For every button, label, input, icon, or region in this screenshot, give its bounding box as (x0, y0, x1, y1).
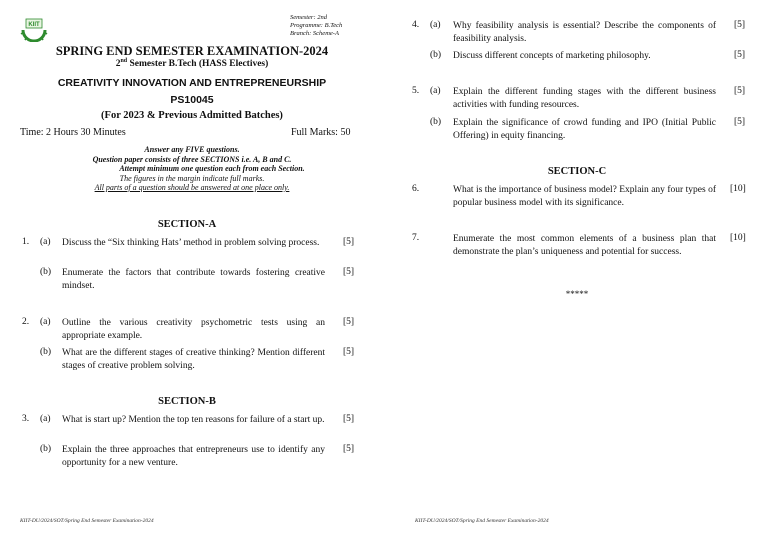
question-number: 4. (412, 20, 420, 30)
question-part-label: (b) (430, 117, 442, 127)
question-number: 7. (412, 233, 420, 243)
semester-meta: Semester: 2nd (290, 14, 328, 21)
instruction-line: The figures in the margin indicate full marks. (119, 173, 265, 183)
page-footer: KIIT-DU/2024/SOT/Spring End Semester Examination-2024 (415, 518, 549, 524)
question-text: Discuss different concepts of marketing philosophy. (453, 51, 651, 61)
question-text: Enumerate the most common elements of a business plan that demonstrate the plan’s uniqueness and potential for success. (453, 234, 716, 257)
question-text: What are the different stages of creative thinking? Mention different stages of creative problem solving. (62, 348, 325, 371)
section-c-heading: SECTION-C (547, 166, 607, 177)
question-number: 3. (22, 414, 30, 424)
question-marks: [5] (343, 267, 355, 277)
section-a-heading: SECTION-A (157, 219, 217, 230)
instruction-line: Question paper consists of three SECTIONS i.e. A, B and C. (92, 154, 292, 164)
question-marks: [5] (734, 20, 746, 30)
full-marks: Full Marks: 50 (291, 127, 351, 138)
question-part-label: (a) (40, 237, 51, 247)
course-code: PS10045 (170, 94, 214, 106)
svg-text:KIIT: KIIT (28, 22, 40, 28)
semester-programme: Semester B.Tech (HASS Electives) (127, 59, 269, 70)
question-number: 5. (412, 86, 420, 96)
instruction-line: All parts of a question should be answered at one place only. (94, 183, 290, 192)
right-page (384, 0, 768, 543)
question-number: 2. (22, 317, 30, 327)
question-text: Enumerate the factors that contribute towards fostering creative mindset. (62, 268, 325, 291)
question-marks: [5] (734, 117, 746, 127)
question-marks: [10] (730, 184, 746, 194)
exam-title: SPRING END SEMESTER EXAMINATION-2024 (55, 44, 329, 58)
end-of-paper-mark: ***** (565, 289, 589, 299)
exam-meta (290, 14, 342, 38)
semester-line (0, 58, 384, 69)
question-marks: [5] (343, 414, 355, 424)
instruction-line: Attempt minimum one question each from each Section. (119, 164, 305, 173)
question-text: Discuss the “Six thinking Hats’ method in problem solving process. (62, 238, 320, 248)
section-b-heading: SECTION-B (158, 396, 216, 407)
question-part-label: (b) (40, 347, 52, 357)
page-footer: KIIT-DU/2024/SOT/Spring End Semester Examination-2024 (20, 518, 154, 524)
question-text: What is start up? Mention the top ten reasons for failure of a start up. (62, 415, 325, 425)
question-part-label: (b) (430, 50, 442, 60)
question-part-label: (b) (40, 267, 52, 277)
question-part-label: (b) (40, 444, 52, 454)
kiit-logo (20, 16, 48, 42)
semester-number: 2 (115, 59, 121, 70)
instructions (0, 145, 384, 193)
question-part-label: (a) (40, 414, 51, 424)
question-text: Explain the different funding stages with the different business activities with funding resources. (453, 87, 716, 110)
question-text: Explain the significance of crowd funding and IPO (Initial Public Offering) in equity financing. (453, 118, 716, 141)
question-text: Outline the various creativity psychometric tests using an appropriate example. (62, 318, 325, 341)
question-text: What is the importance of business model? Explain any four types of popular business model with its significance. (453, 185, 716, 208)
course-name: CREATIVITY INNOVATION AND ENTREPRENEURSHIP (57, 77, 327, 89)
question-marks: [10] (730, 233, 746, 243)
question-marks: [5] (343, 347, 355, 357)
question-marks: [5] (734, 50, 746, 60)
question-text: Explain the three approaches that entrepreneurs use to identify any opportunity for a new venture. (62, 445, 325, 468)
question-part-label: (a) (430, 20, 441, 30)
question-text: Why feasibility analysis is essential? Describe the components of feasibility analysis. (453, 21, 716, 44)
batches-note: (For 2023 & Previous Admitted Batches) (101, 110, 283, 121)
question-marks: [5] (734, 86, 746, 96)
time-allowed: Time: 2 Hours 30 Minutes (20, 127, 126, 138)
branch-meta: Branch: Scheme-A (290, 30, 339, 37)
programme-meta: Programme: B.Tech (290, 22, 343, 29)
question-marks: [5] (343, 317, 355, 327)
instruction-line: Answer any FIVE questions. (144, 145, 240, 154)
semester-suffix: nd (120, 58, 128, 64)
question-part-label: (a) (40, 317, 51, 327)
question-part-label: (a) (430, 86, 441, 96)
question-number: 6. (412, 184, 420, 194)
question-number: 1. (22, 237, 30, 247)
question-marks: [5] (343, 444, 355, 454)
question-marks: [5] (343, 237, 355, 247)
